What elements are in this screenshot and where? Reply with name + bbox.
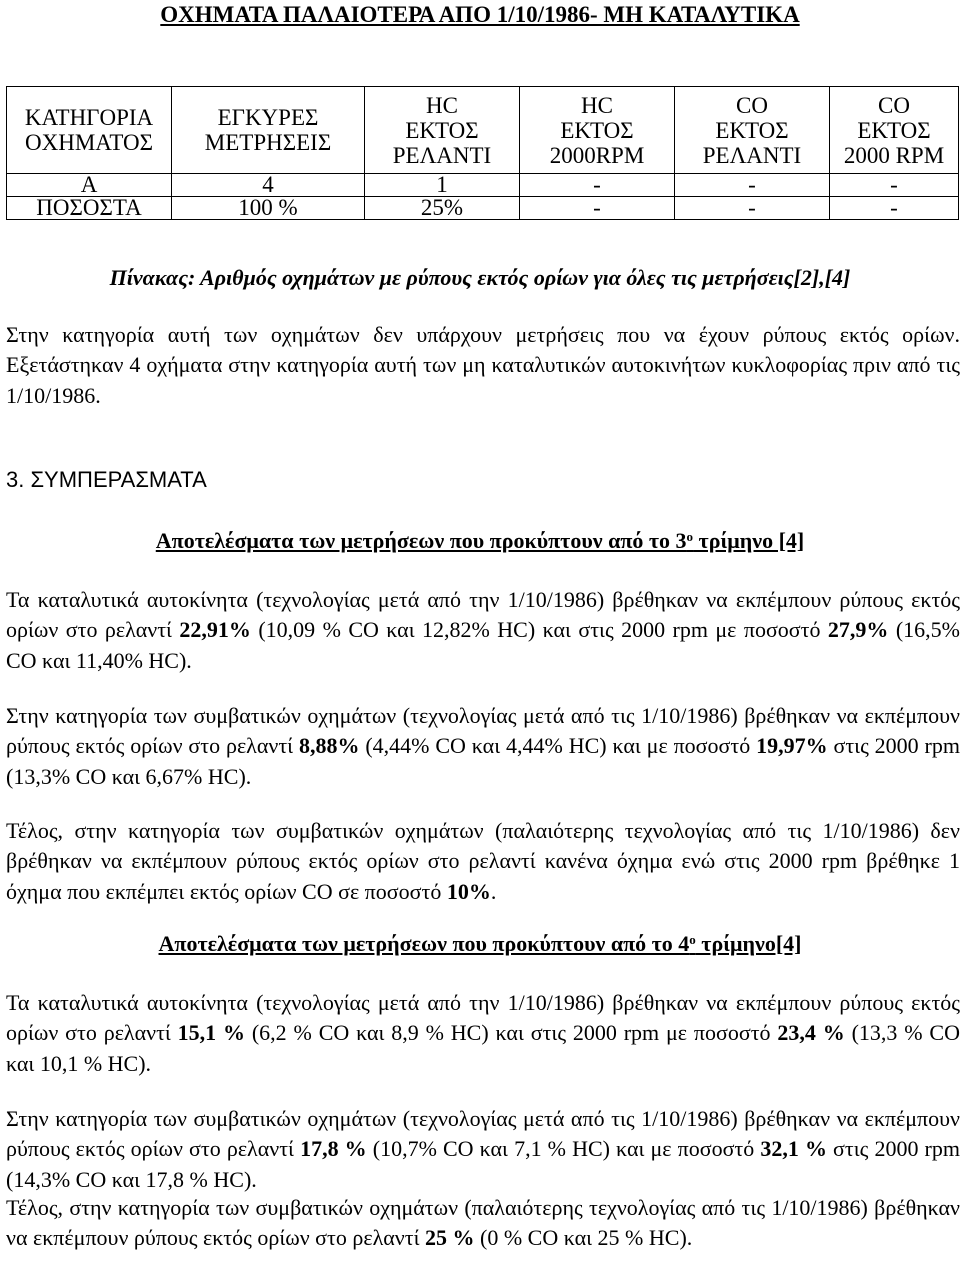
- table-cell: -: [520, 174, 675, 197]
- text-run: (4,44% CO και 4,44% HC) και με ποσοστό: [359, 733, 757, 759]
- bold-value: 8,88%: [298, 733, 360, 759]
- text-run: Στην κατηγορία των συμβατικών οχημάτων (τεχνολογίας μετά από τις 1/10/1986) βρέθηκαν να εκπέμπουν ρύπους εκτός ορίων στο ρελαντί: [6, 1106, 960, 1162]
- table-header-cell: [365, 87, 520, 174]
- table-header-cell: [675, 87, 830, 174]
- quarter4-paragraph-1: [6, 988, 960, 1079]
- text-run: Στην κατηγορία των συμβατικών οχημάτων (τεχνολογίας μετά από τις 1/10/1986) βρέθηκαν να εκπέμπουν ρύπους εκτός ορίων στο ρελαντί: [6, 703, 960, 759]
- text-run: στις 2000 rpm (14,3% CO και 17,8 % HC).: [6, 1136, 960, 1192]
- bold-value: 15,1 %: [177, 1020, 246, 1046]
- header-line: CO: [736, 92, 768, 118]
- header-line: CO: [878, 92, 910, 118]
- quarter4-heading-text: Αποτελέσματα των μετρήσεων που προκύπτουν από το 4: [158, 931, 690, 956]
- header-line: ΕΓΚΥΡΕΣ: [217, 105, 319, 130]
- text-run: Τέλος, στην κατηγορία των συμβατικών οχημάτων (παλαιότερης τεχνολογίας από τις 1/10/1986) δεν βρέθηκαν να εκπέμπουν ρύπους εκτός ορίων στο ρελαντί κανένα όχημα ενώ στις 2000 rpm βρέθηκε 1 όχημα που εκπέμπει εκτός ορίων CO σε ποσοστό: [6, 818, 960, 904]
- text-run: Τέλος, στην κατηγορία των συμβατικών οχημάτων (παλαιότερης τεχνολογίας από τις 1/10/1986) βρέθηκαν να εκπέμπουν ρύπους εκτός ορίων στο ρελαντί: [6, 1195, 960, 1251]
- quarter4-paragraph-2: [6, 1104, 960, 1195]
- bold-value: 32,1 %: [760, 1136, 827, 1162]
- quarter4-heading-sup: ο: [689, 932, 696, 947]
- quarter3-heading-sup: ο: [686, 529, 694, 544]
- table-cell: -: [520, 197, 675, 220]
- quarter4-heading-tail: τρίμηνο[4]: [695, 931, 802, 956]
- table-cell: 1: [365, 174, 520, 197]
- table-header-cell: [830, 87, 959, 174]
- bold-value: 25 %: [425, 1225, 475, 1251]
- text-run: .: [490, 878, 497, 904]
- intro-paragraph: Στην κατηγορία αυτή των οχημάτων δεν υπάρχουν μετρήσεις που να έχουν ρύπους εκτός ορίων. Εξετάστηκαν 4 οχήματα στην κατηγορία αυτή των μη καταλυτικών αυτοκινήτων κυκλοφορίας πριν από τις 1/10/1986.: [6, 322, 960, 408]
- header-line: ΕΚΤΟΣ: [405, 117, 479, 143]
- quarter3-paragraph-2: [6, 701, 960, 792]
- header-line: ΡΕΛΑΝΤΙ: [702, 142, 802, 168]
- table-cell: 25%: [365, 197, 520, 220]
- bold-value: 19,97%: [756, 733, 828, 759]
- table-cell: 4: [172, 174, 365, 197]
- header-line: 2000RPM: [549, 142, 645, 168]
- table-row: [7, 197, 959, 220]
- header-line: ΕΚΤΟΣ: [715, 117, 789, 143]
- header-line: 2000 RPM: [843, 142, 945, 168]
- bold-value: 22,91%: [179, 617, 251, 643]
- header-line: ΚΑΤΗΓΟΡΙΑ: [24, 105, 154, 130]
- text-run: (6,2 % CO και 8,9 % HC) και στις 2000 rpm με ποσοστό: [245, 1020, 778, 1046]
- table-cell: -: [830, 197, 959, 220]
- table-header-row: [7, 87, 959, 174]
- text-run: (10,7% CO και 7,1 % HC) και με ποσοστό: [366, 1136, 761, 1162]
- header-line: HC: [426, 92, 458, 118]
- table-row: [7, 174, 959, 197]
- bold-value: 27,9%: [827, 617, 889, 643]
- header-line: ΜΕΤΡΗΣΕΙΣ: [204, 130, 332, 155]
- quarter4-heading: [0, 930, 960, 958]
- table-cell: -: [675, 197, 830, 220]
- header-line: ΡΕΛΑΝΤΙ: [392, 142, 492, 168]
- text-run: στις 2000 rpm (13,3% CO και 6,67% HC).: [6, 733, 960, 789]
- quarter3-paragraph-3: [6, 816, 960, 907]
- text-run: (13,3 % CO και 10,1 % HC).: [6, 1020, 960, 1076]
- text-run: (0 % CO και 25 % HC).: [474, 1225, 693, 1251]
- quarter3-heading-tail: τρίμηνο [4]: [693, 528, 805, 553]
- table-header-cell: [7, 87, 172, 174]
- quarter3-heading-text: Αποτελέσματα των μετρήσεων που προκύπτουν από το 3: [155, 528, 687, 553]
- measurements-table: [6, 86, 959, 220]
- header-line: ΕΚΤΟΣ: [857, 117, 931, 143]
- table-header-cell: [172, 87, 365, 174]
- bold-value: 23,4 %: [777, 1020, 845, 1046]
- table-cell: -: [830, 174, 959, 197]
- table-cell: Α: [7, 174, 172, 197]
- bold-value: 10%: [446, 878, 491, 904]
- quarter4-paragraph-3: [6, 1193, 960, 1254]
- table-header-cell: [520, 87, 675, 174]
- text-run: Τα καταλυτικά αυτοκίνητα (τεχνολογίας μετά από την 1/10/1986) βρέθηκαν να εκπέμπουν ρύπους εκτός ορίων στο ρελαντί: [6, 990, 960, 1046]
- text-run: (16,5% CO και 11,40% HC).: [6, 617, 960, 673]
- section-heading: 3. ΣΥΜΠΕΡΑΣΜΑΤΑ: [6, 467, 207, 492]
- table-cell: -: [675, 174, 830, 197]
- header-line: ΟΧΗΜΑΤΟΣ: [25, 130, 153, 155]
- text-run: Τα καταλυτικά αυτοκίνητα (τεχνολογίας μετά από την 1/10/1986) βρέθηκαν να εκπέμπουν ρύπους εκτός ορίων στο ρελαντί: [6, 587, 960, 643]
- table-cell: ΠΟΣΟΣΤΑ: [7, 197, 172, 220]
- bold-value: 17,8 %: [300, 1136, 367, 1162]
- header-line: ΕΚΤΟΣ: [560, 117, 634, 143]
- quarter3-paragraph-1: [6, 585, 960, 676]
- header-line: HC: [581, 92, 613, 118]
- table-caption: Πίνακας: Αριθμός οχημάτων με ρύπους εκτός ορίων για όλες τις μετρήσεις[2],[4]: [109, 265, 851, 290]
- quarter3-heading: [0, 527, 960, 555]
- table-cell: 100 %: [172, 197, 365, 220]
- text-run: (10,09 % CO και 12,82% HC) και στις 2000 rpm με ποσοστό: [250, 617, 828, 643]
- page-title: ΟΧΗΜΑΤΑ ΠΑΛΑΙΟΤΕΡΑ ΑΠΟ 1/10/1986- ΜΗ ΚΑΤΑΛΥΤΙΚΑ: [160, 2, 800, 27]
